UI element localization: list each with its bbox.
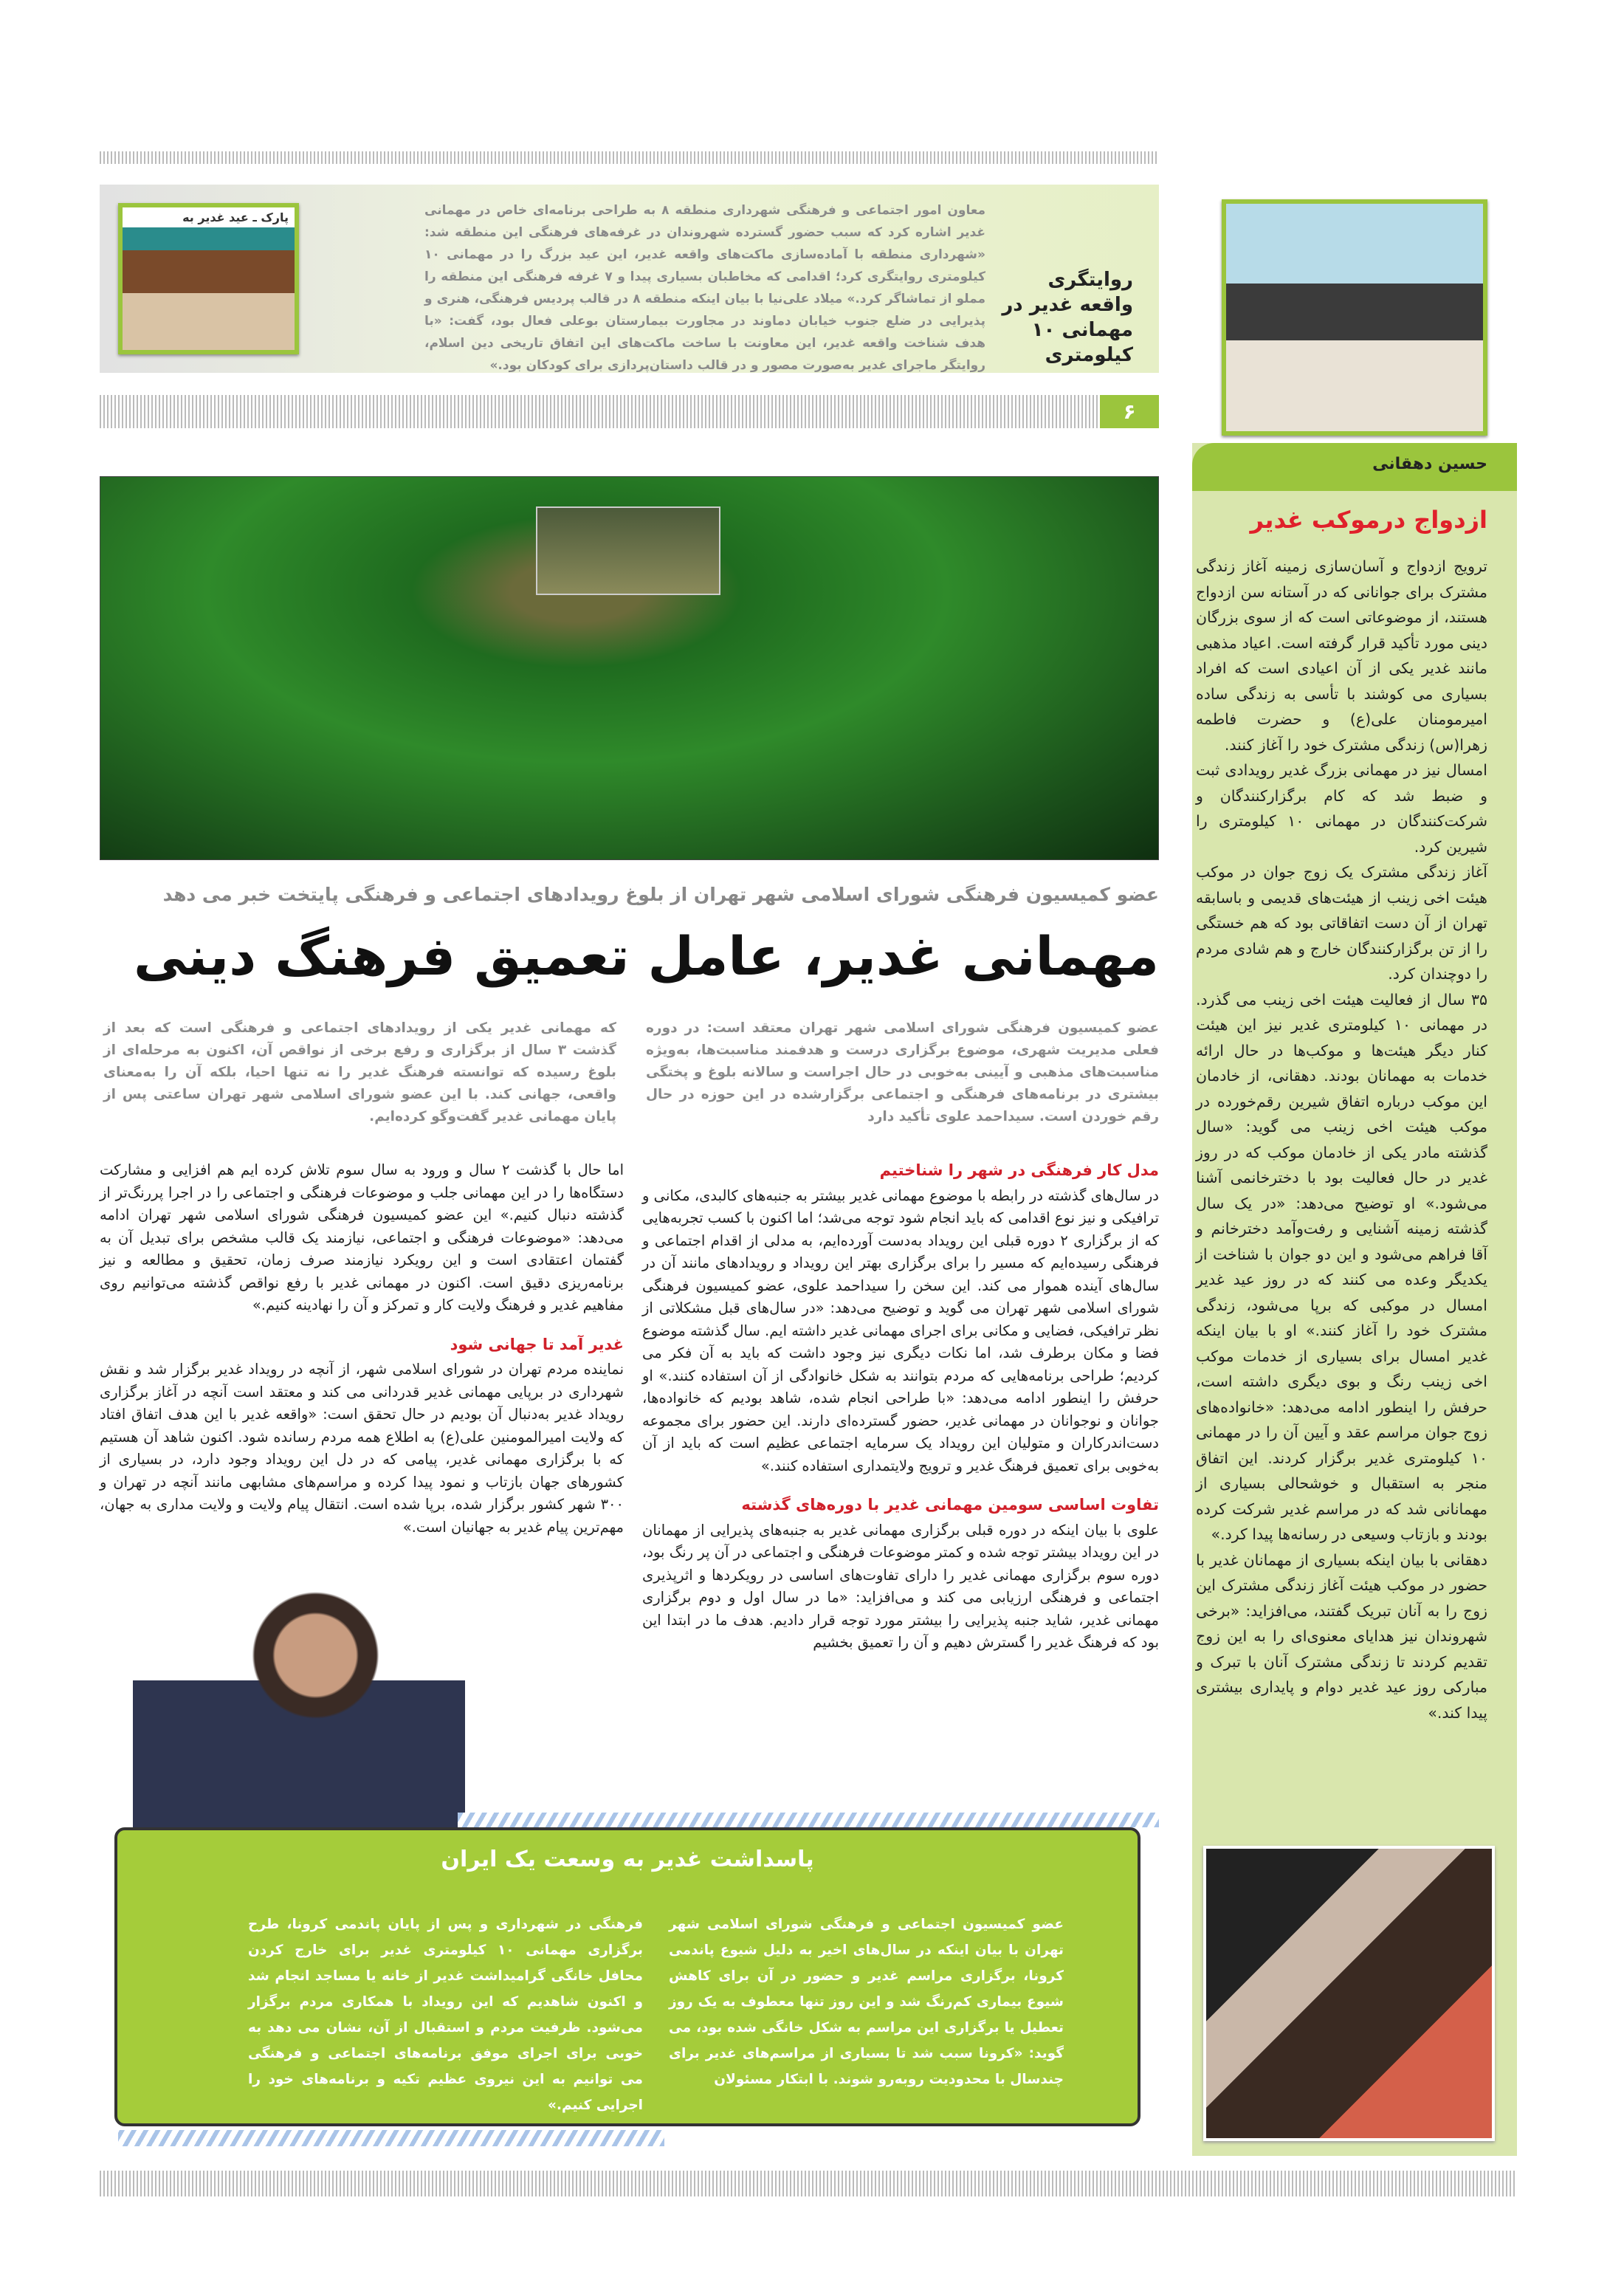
page-number-bar bbox=[100, 395, 1100, 428]
teaser-box bbox=[100, 185, 1159, 373]
paragraph: ترویج ازدواج و آسان‌سازی زمینه آغاز زندگی مشترک برای جوانانی که در آستانه سن ازدواج هستند، از موضوعاتی است که از سوی بزرگان دینی مورد تأکید قرار گرفته است. اعیاد مذهبی مانند غدیر یکی از آن اعیادی است که افراد بسیاری می کوشند با تأسی به زندگی ساده امیرمومنان علی(ع) و حضرت فاطمه زهرا(س) زندگی مشترک خود را آغاز کنند. bbox=[1196, 557, 1487, 754]
decor-stripes bbox=[458, 1813, 1159, 1827]
teaser-photo bbox=[118, 203, 299, 354]
paragraph: اما حال با گذشت ۲ سال و ورود به سال سوم تلاش کرده ایم هم افزایی و مشارکت دستگاه‌ها را در این مهمانی جلب و موضوعات فرهنگی و اجتماعی را در اجرا پررنگ‌تر از گذشته دنبال کنیم.» این عضو کمیسیون فرهنگی شورای اسلامی شهر تهران ادامه می‌دهد: «موضوعات فرهنگی و اجتماعی، نیازمند یک قالب مشخص برای تبدیل آن به گفتمان اعتقادی است و این رویکرد نیازمند صرف زمان، تحقیق و مطالعه و نیز برنامه‌ریزی دقیق است. اکنون در مهمانی غدیر با رفع نواقص گذشته می‌توانیم روی مفاهیم غدیر و فرهنگ ولایت کار و تمرکز و آن را نهادینه کنیم.» bbox=[100, 1161, 624, 1313]
bottom-rule bbox=[100, 2171, 1517, 2196]
lead-left: که مهمانی غدیر یکی از رویدادهای اجتماعی و فرهنگی است که بعد از گذشت ۳ سال از برگزاری و رفع برخی از نواقص آن، اکنون به مرحله‌ای از بلوغ رسیده که توانسته فرهنگ غدیر را نه تنها احیا، بلکه آن را به‌معنای واقعی، جهانی کند. با این عضو شورای اسلامی شهر تهران ساعتی پس از پایان مهمانی غدیر گفت‌وگو کرده‌ایم. bbox=[103, 1020, 616, 1124]
paragraph: علوی با بیان اینکه در دوره قبلی برگزاری مهمانی غدیر به جنبه‌های پذیرایی از مهمانان در این رویداد بیشتر توجه شده و کمتر موضوعات فرهنگی و اجتماعی در آن پر رنگ بود، دوره سوم برگزاری مهمانی غدیر را دارای تفاوت‌های اساسی در رویکردها و اثرپذیری اجتماعی و فرهنگی ارزیابی می کند و می‌افزاید: «ما در سال اول و دوم برگزاری مهمانی غدیر، شاید جنبه پذیرایی را بیشتر مورد توجه قرار دادیم. هدف ما در ابتدا این بود که فرهنگ غدیر را گسترش دهیم و آن را تعمیق بخشیم bbox=[642, 1521, 1159, 1651]
speaker-portrait bbox=[133, 1580, 465, 1831]
sidebar-title: ازدواج درموکب غدیر bbox=[1250, 506, 1487, 534]
teaser-title: روایتگری واقعه غدیر در مهمانی ۱۰ کیلومتری bbox=[1002, 269, 1133, 366]
sidebar-body bbox=[1196, 554, 1487, 1725]
top-rule bbox=[100, 151, 1159, 164]
kicker: عضو کمیسیون فرهنگی شورای اسلامی شهر تهران از بلوغ رویدادهای اجتماعی و فرهنگی پایتخت خبر می دهد bbox=[162, 884, 1159, 905]
paragraph: در سال‌های گذشته در رابطه با موضوع مهمانی غدیر بیشتر به جنبه‌های کالبدی، مکانی و ترافیکی و نیز نوع اقدامی که باید انجام شود توجه می‌شد؛ اما اکنون با کسب تجربه‌هایی که از برگزاری ۲ دوره قبلی این رویداد به‌دست آورده‌ایم، به مدلی از اقدام اجتماعی و فرهنگی رسیده‌ایم که مسیر را برای برگزاری بهتر این رویداد و رویدادهای مانند آن در سال‌های آینده هموار می کند. این سخن را سیداحمد علوی، عضو کمیسیون فرهنگی شورای اسلامی شهر تهران می گوید و توضیح می‌دهد: «در سال‌های قبل مشکلاتی از نظر ترافیکی، فضایی و مکانی برای اجرای مهمانی غدیر داشته ایم. سال گذشته موضوع فضا و مکان برطرف شد، اما نکات دیگری نیز وجود داشت که باید به آن فکر می کردیم؛ طراحی برنامه‌هایی که مردم بتوانند به شکل خانوادگی از آن استفاده کنند.» او حرفش را اینطور ادامه می‌دهد: «با طراحی انجام شده، شاهد بودیم که خانواده‌ها، جوانان و نوجوانان در مهمانی غدیر، حضور گسترده‌ای دارند. این حضور برای مجموعه دست‌اندرکاران و متولیان این رویداد یک سرمایه اجتماعی عظیم است که باید از آن به‌خوبی برای تعمیق فرهنگ غدیر و ترویج ولایتمداری استفاده کنند.» bbox=[642, 1186, 1159, 1474]
lead-right: عضو کمیسیون فرهنگی شورای اسلامی شهر تهران معتقد است: در دوره فعلی مدیریت شهری، موضوع برگزاری درست و هدفمند مناسبت‌ها، به‌ویژه مناسبت‌های مذهبی و آیینی به‌خوبی در حال اجراست و سالانه بلوغ و پختگی بیشتری در برنامه‌های فرهنگی و اجتماعی برگزارشده در این حوزه در حال رقم خوردن است. سیداحمد علوی تأکید دارد bbox=[646, 1020, 1159, 1124]
column-right bbox=[642, 1159, 1159, 1671]
author-name: حسین دهقانی bbox=[1372, 455, 1487, 473]
paragraph: ۳۵ سال از فعالیت هیئت اخی زینب می گذرد. در مهمانی ۱۰ کیلومتری غدیر نیز این هیئت کنار دیگر هیئت‌ها و موکب‌ها در حال ارائه خدمات به مهمانان بودند. دهقانی، از خادمان این موکب درباره اتفاق شیرین رقم‌خورده در موکب هیئت اخی زینب می گوید: «سال گذشته مادر یکی از خادمان موکب که در روز غدیر در حال فعالیت بود با دخترخانمی آشنا می‌شود.» او توضیح می‌دهد: «در یک سال گذشته زمینه آشنایی و رفت‌وآمد دخترخانم و آقا فراهم می‌شود و این دو جوان با شناخت از یکدیگر وعده می کنند که در روز عید غدیر امسال در موکبی که برپا می‌شود، زندگی مشترک خود را آغاز کنند.» او با بیان اینکه غدیر امسال برای بسیاری از خدمات موکب اخی زینب رنگ و بوی دیگری داشته است، حرفش را اینطور ادامه می‌دهد: «خانواده‌های زوج جوان مراسم عقد و آیین آن را در مهمانی ۱۰ کیلومتری غدیر برگزار کردند. این اتفاق منجر به استقبال و خوشحالی بسیاری از مهمانانی شد که در مراسم غدیر شرکت کرده بودند و بازتاب وسیعی در رسانه‌ها پیدا کرد.» bbox=[1196, 990, 1487, 1543]
highlight-box bbox=[114, 1827, 1140, 2126]
sidebar-story bbox=[1192, 443, 1517, 2156]
crowd-aerial-photo bbox=[100, 476, 1159, 860]
stage bbox=[536, 506, 720, 595]
section-heading: غدیر آمد تا جهانی شود bbox=[450, 1335, 624, 1353]
box-column-left: فرهنگی در شهرداری و پس از پایان پاندمی کرونا، طرح برگزاری مهمانی ۱۰ کیلومتری غدیر برای خارج کردن محافل خانگی گرامیداشت غدیر از خانه یا مساجد انجام شد و اکنون شاهدیم که این رویداد با همکاری مردم برگزار می‌شود. ظرفیت مردم و استقبال از آن، نشان می دهد به خوبی برای اجرای موفق برنامه‌های اجتماعی و فرهنگی می توانیم به این نیروی عظیم تکیه و برنامه‌های خود را اجرایی کنیم.» bbox=[248, 1917, 643, 2113]
decor-stripes bbox=[118, 2130, 664, 2146]
section-heading: تفاوت اساسی سومین مهمانی غدیر با دوره‌های گذشته bbox=[741, 1496, 1159, 1514]
page-number: ۶ bbox=[1100, 395, 1159, 428]
headline: مهمانی غدیر، عامل تعمیق فرهنگ دینی bbox=[133, 925, 1159, 987]
column-left bbox=[100, 1159, 624, 1555]
section-heading: مدل کار فرهنگی در شهر را شناختیم bbox=[879, 1161, 1159, 1179]
paragraph: امسال نیز در مهمانی بزرگ غدیر رویدادی ثبت و ضبط شد که کام برگزارکنندگان و شرکت‌کنندگان در مهمانی ۱۰ کیلومتری را شیرین کرد. bbox=[1196, 761, 1487, 856]
paragraph: نماینده مردم تهران در شورای اسلامی شهر، از آنچه در رویداد غدیر برگزار شد و نقش شهرداری در برپایی مهمانی غدیر قدردانی می کند و معتقد است آنچه در آغاز برگزاری رویداد غدیر به‌دنبال آن بودیم در حال تحقق است: «واقعه غدیر با این هدف اتفاق افتاد که ولایت امیرالمومنین علی(ع) به اطلاع همه مردم رسانده شود. اکنون شاهد آن هستیم که با برگزاری مهمانی غدیر، پیامی که در دل این رویداد وجود دارد، در بسیاری از کشورهای جهان بازتاب و نمود پیدا کرده و مراسم‌های مشابهی مانند آنچه در تهران و ۳۰۰ شهر کشور برگزار شده، برپا شده است. انتقال پیام ولایت و ولایت مداری به جهان، مهم‌ترین پیام غدیر به جهانیان است.» bbox=[100, 1361, 624, 1536]
box-title: پاسداشت غدیر به وسعت یک ایران bbox=[441, 1847, 814, 1872]
box-column-right: عضو کمیسیون اجتماعی و فرهنگی شورای اسلامی شهر تهران با بیان اینکه در سال‌های اخیر به دلیل شیوع پاندمی کرونا، برگزاری مراسم غدیر و حضور در آن برای کاهش شیوع بیماری کم‌رنگ شد و این روز تنها معطوف به یک روز تعطیل یا برگزاری این مراسم به شکل خانگی شده بود، می گوید: «کرونا سبب شد تا بسیاری از مراسم‌های غدیر برای چندسال با محدودیت روبه‌رو شوند. با ابتکار مسئولان bbox=[669, 1917, 1064, 2087]
sidebar-header bbox=[1192, 443, 1517, 491]
paragraph: آغاز زندگی مشترک یک زوج جوان در موکب هیئت اخی زینب از هیئت‌های قدیمی و باسابقه تهران از آن دست اتفاقاتی بود که هم خستگی را از تن برگزارکنندگان خارج و هم شادی مردم را دوچندان کرد. bbox=[1196, 863, 1487, 983]
teaser-text: معاون امور اجتماعی و فرهنگی شهرداری منطقه ۸ به طراحی برنامه‌ای خاص در مهمانی غدیر اشاره کرد که سبب حضور گسترده شهروندان در غرفه‌های فرهنگی این منطقه شد: «شهرداری منطقه با آماده‌سازی ماکت‌های واقعه غدیر، این عید بزرگ را در مهمانی ۱۰ کیلومتری روایتگری کرد؛ اقدامی که مخاطبان بسیاری پیدا و ۷ غرفه فرهنگی این منطقه را مملو از تماشاگر کرد.» میلاد علی‌نیا با بیان اینکه منطقه ۸ در قالب پردیس فرهنگی، هنری و پذیرایی در ضلع جنوب خیابان دماوند در مجاورت بیمارستان بوعلی فعال بود، گفت: «با هدف شناخت واقعه غدیر، این معاونت با ساخت ماکت‌های این اتفاق تاریخی دین اسلام، روایتگر ماجرای غدیر به‌صورت مصور و در قالب داستان‌پردازی برای کودکان بود.» bbox=[424, 203, 985, 373]
event-stage-photo bbox=[1222, 199, 1487, 436]
women-with-poster-photo bbox=[1203, 1846, 1495, 2141]
paragraph: دهقانی با بیان اینکه بسیاری از مهمانان غدیر با حضور در موکب هیئت آغاز زندگی مشترک این زوج را به آنان تبریک گفتند، می‌افزاید: «برخی شهروندان نیز هدایای معنوی‌ای را به این زوج تقدیم کردند تا زندگی مشترک آنان با تبرک و مبارکی روز عید غدیر دوام و پایداری بیشتری پیدا کند.» bbox=[1196, 1550, 1487, 1722]
photo-banner: پارک ـ عید غدیر به bbox=[123, 207, 295, 227]
